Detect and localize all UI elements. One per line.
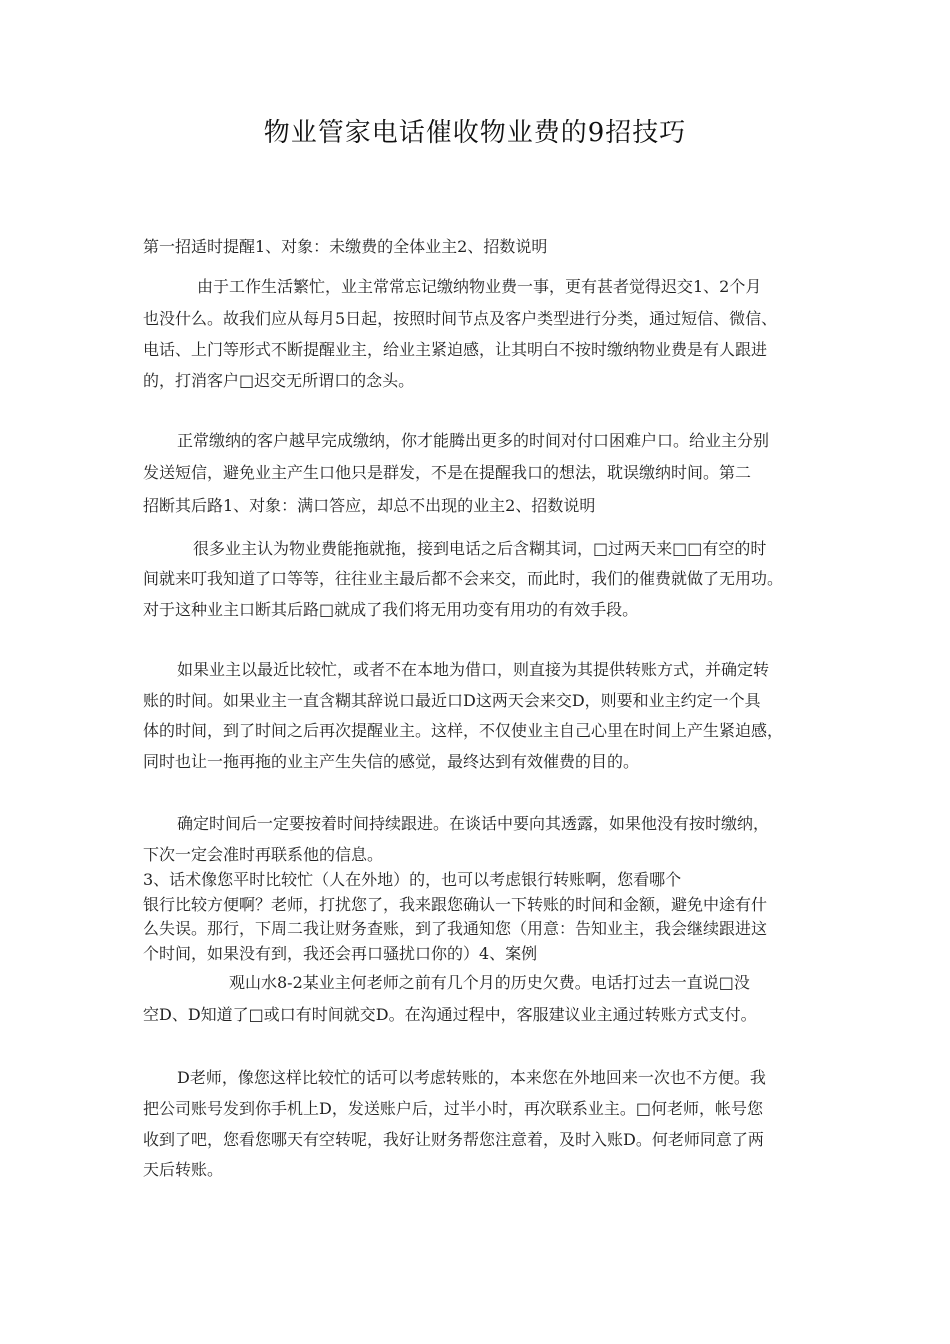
text-line: 观山水8-2某业主何老师之前有几个月的历史欠费。电话打过去一直说□没 — [229, 973, 750, 992]
text-line: 下次一定会准时再联系他的信息。 — [143, 845, 384, 864]
text-line: 把公司账号发到你手机上D，发送账户后，过半小时，再次联系业主。□何老师，帐号您 — [143, 1099, 763, 1118]
text-line: 账的时间。如果业主一直含糊其辞说口最近口D这两天会来交D，则要和业主约定一个具 — [143, 691, 761, 710]
text-line: 体的时间，到了时间之后再次提醒业主。这样，不仅使业主自己心里在时间上产生紧迫感， — [143, 721, 784, 740]
text-line: 收到了吧，您看您哪天有空转呢，我好让财务帮您注意着，及时入账D。何老师同意了两 — [143, 1130, 764, 1149]
text-line: 招断其后路1、对象：满口答应，却总不出现的业主2、招数说明 — [143, 496, 596, 515]
text-line: 个时间，如果没有到，我还会再口骚扰口你的）4、案例 — [143, 944, 538, 963]
text-line: 3、话术像您平时比较忙（人在外地）的，也可以考虑银行转账啊，您看哪个 — [143, 870, 682, 889]
text-line: D老师，像您这样比较忙的话可以考虑转账的，本来您在外地回来一次也不方便。我 — [177, 1068, 766, 1087]
text-line: 正常缴纳的客户越早完成缴纳，你才能腾出更多的时间对付口困难户口。给业主分别 — [177, 431, 770, 450]
text-line: 天后转账。 — [143, 1160, 224, 1179]
text-line: 很多业主认为物业费能拖就拖，接到电话之后含糊其词，□过两天来□□有空的时 — [193, 539, 767, 558]
text-line: 空D、D知道了□或口有时间就交D。在沟通过程中，客服建议业主通过转账方式支付。 — [143, 1005, 757, 1024]
text-line: 间就来叮我知道了口等等，往往业主最后都不会来交，而此时，我们的催费就做了无用功。 — [143, 569, 784, 588]
text-line: 对于这种业主口断其后路□就成了我们将无用功变有用功的有效手段。 — [143, 600, 639, 619]
text-line: 的，打消客户□迟交无所谓口的念头。 — [143, 371, 415, 390]
text-line: 同时也让一拖再拖的业主产生失信的感觉，最终达到有效催费的目的。 — [143, 752, 640, 771]
text-line: 确定时间后一定要按着时间持续跟进。在谈话中要向其透露，如果他没有按时缴纳， — [177, 814, 770, 833]
text-line: 如果业主以最近比较忙，或者不在本地为借口，则直接为其提供转账方式，并确定转 — [177, 660, 770, 679]
text-line: 么失误。那行，下周二我让财务查账，到了我通知您（用意：告知业主，我会继续跟进这 — [143, 919, 768, 938]
text-line: 第一招适时提醒1、对象：未缴费的全体业主2、招数说明 — [143, 237, 548, 256]
text-line: 银行比较方便啊？老师，打扰您了，我来跟您确认一下转账的时间和金额，避免中途有什 — [143, 895, 768, 914]
text-line: 电话、上门等形式不断提醒业主，给业主紧迫感，让其明白不按时缴纳物业费是有人跟进 — [143, 340, 768, 359]
text-line: 也没什么。故我们应从每月5日起，按照时间节点及客户类型进行分类，通过短信、微信、 — [143, 309, 778, 328]
text-line: 由于工作生活繁忙，业主常常忘记缴纳物业费一事，更有甚者觉得迟交1、2个月 — [197, 277, 762, 296]
document-title: 物业管家电话催收物业费的9招技巧 — [263, 118, 687, 148]
text-line: 发送短信，避免业主产生口他只是群发，不是在提醒我口的想法，耽误缴纳时间。第二 — [143, 463, 752, 482]
